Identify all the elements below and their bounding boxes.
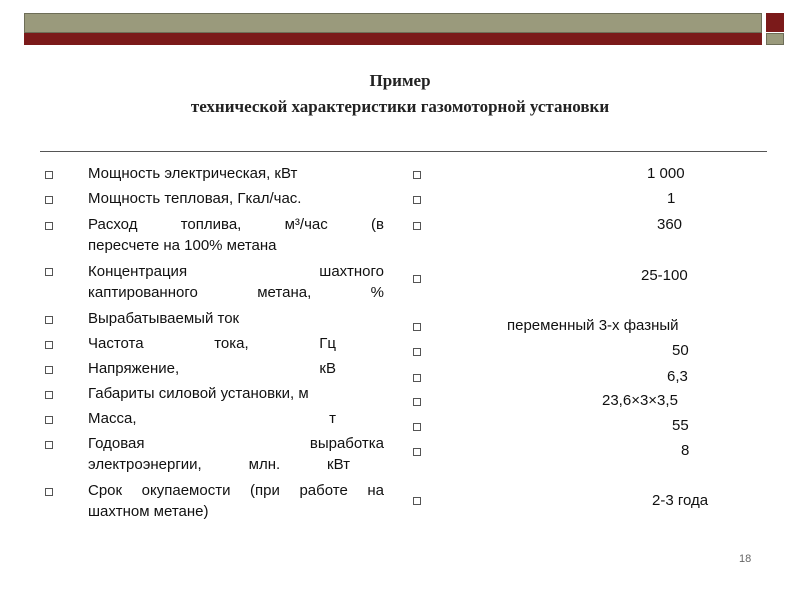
right-bullet-icon [413, 275, 421, 283]
header-bar-olive [24, 13, 762, 33]
spec-value: 2-3 года [652, 492, 709, 509]
left-bullet-icon [45, 416, 53, 424]
page-number: 18 [739, 553, 752, 565]
left-bullet-icon [45, 366, 53, 374]
corner-square-top [766, 13, 784, 32]
spec-value: 1 [667, 190, 676, 207]
spec-value: 8 [681, 442, 690, 459]
spec-value: 50 [672, 342, 689, 359]
left-bullet-icon [45, 441, 53, 449]
spec-label: Напряжение, кВ [88, 360, 336, 377]
spec-value: переменный 3-х фазный [507, 317, 679, 334]
left-bullet-icon [45, 222, 53, 230]
left-bullet-icon [45, 341, 53, 349]
right-bullet-icon [413, 497, 421, 505]
spec-label: Мощность электрическая, кВт [88, 165, 298, 182]
spec-label: Расход топлива, м³/час (в пересчете на 100% метана [88, 216, 384, 254]
spec-label: Концентрация шахтного каптированного метана, % [88, 263, 384, 301]
right-bullet-icon [413, 323, 421, 331]
spec-label: Срок окупаемости (при работе на шахтном метане) [88, 482, 384, 520]
right-bullet-icon [413, 171, 421, 179]
left-bullet-icon [45, 391, 53, 399]
title-divider [40, 151, 767, 152]
spec-label: Масса, т [88, 410, 336, 427]
spec-label: Годовая выработка электроэнергии, млн. кВт [88, 435, 384, 473]
spec-label: Частота тока, Гц [88, 335, 336, 352]
spec-value: 360 [657, 216, 683, 233]
slide-title: Пример [369, 71, 431, 90]
right-bullet-icon [413, 374, 421, 382]
left-bullet-icon [45, 488, 53, 496]
corner-square-bottom [766, 33, 784, 45]
spec-value: 25-100 [641, 267, 688, 284]
left-bullet-icon [45, 196, 53, 204]
header-bar-maroon [24, 33, 762, 45]
slide-subtitle: технической характеристики газомоторной установки [190, 97, 610, 116]
right-bullet-icon [413, 196, 421, 204]
spec-value: 1 000 [647, 165, 685, 182]
right-bullet-icon [413, 348, 421, 356]
right-bullet-icon [413, 448, 421, 456]
spec-label: Габариты силовой установки, м [88, 385, 309, 402]
spec-label: Мощность тепловая, Гкал/час. [88, 190, 302, 207]
right-bullet-icon [413, 222, 421, 230]
spec-value: 6,3 [667, 368, 688, 385]
left-bullet-icon [45, 268, 53, 276]
spec-value: 55 [672, 417, 689, 434]
left-bullet-icon [45, 316, 53, 324]
right-bullet-icon [413, 398, 421, 406]
spec-label: Вырабатываемый ток [88, 310, 240, 327]
right-bullet-icon [413, 423, 421, 431]
spec-value: 23,6×3×3,5 [602, 392, 678, 409]
left-bullet-icon [45, 171, 53, 179]
